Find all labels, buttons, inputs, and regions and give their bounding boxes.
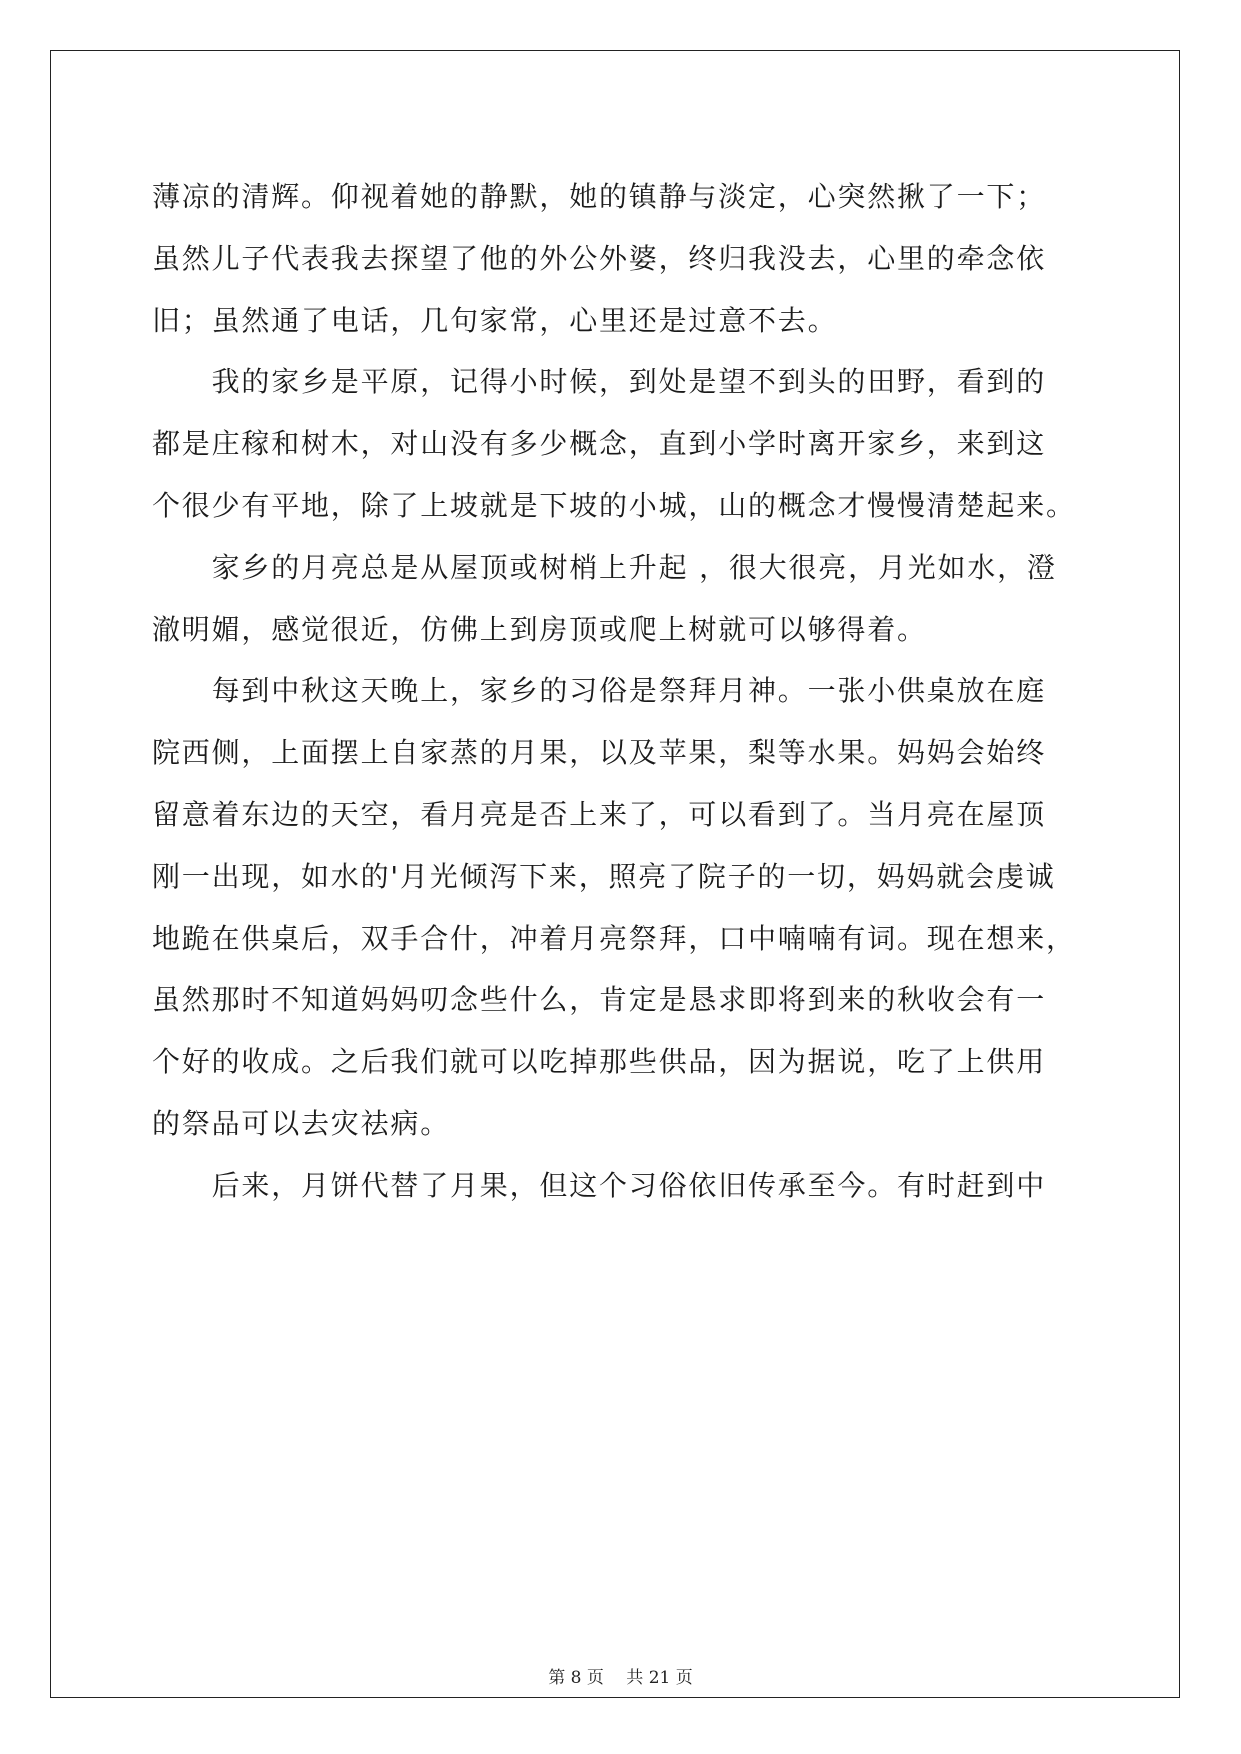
text-line: 刚一出现，如水的'月光倾泻下来，照亮了院子的一切，妈妈就会虔诚 xyxy=(152,859,1056,893)
text-line: 后来，月饼代替了月果，但这个习俗依旧传承至今。有时赶到中 xyxy=(152,1168,1047,1202)
text-line: 虽然那时不知道妈妈叨念些什么，肯定是恳求即将到来的秋收会有一 xyxy=(152,983,1047,1017)
text-line: 地跪在供桌后，双手合什，冲着月亮祭拜，口中喃喃有词。现在想来， xyxy=(152,921,1076,955)
text-line: 留意着东边的天空，看月亮是否上来了，可以看到了。当月亮在屋顶 xyxy=(152,797,1047,831)
text-line: 家乡的月亮总是从屋顶或树梢上升起 ，很大很亮，月光如水，澄 xyxy=(152,550,1057,584)
document-body xyxy=(152,166,1092,1217)
page-number-footer: 第 8 页 共 21 页 xyxy=(548,1668,693,1688)
text-line: 薄凉的清辉。仰视着她的静默，她的镇静与淡定，心突然揪了一下； xyxy=(152,180,1047,213)
text-line: 澈明媚，感觉很近，仿佛上到房顶或爬上树就可以够得着。 xyxy=(152,612,927,646)
text-line: 个好的收成。之后我们就可以吃掉那些供品，因为据说，吃了上供用 xyxy=(152,1045,1047,1079)
text-line: 每到中秋这天晚上，家乡的习俗是祭拜月神。一张小供桌放在庭 xyxy=(152,674,1047,708)
text-line: 的祭品可以去灾祛病。 xyxy=(152,1106,451,1140)
text-line: 虽然儿子代表我去探望了他的外公外婆，终归我没去，心里的牵念依 xyxy=(152,241,1047,275)
text-line: 我的家乡是平原，记得小时候，到处是望不到头的田野，看到的 xyxy=(152,365,1047,399)
text-line: 个很少有平地，除了上坡就是下坡的小城，山的概念才慢慢清楚起来。 xyxy=(152,488,1076,522)
text-line: 院西侧，上面摆上自家蒸的月果，以及苹果，梨等水果。妈妈会始终 xyxy=(152,736,1047,770)
text-line: 旧；虽然通了电话，几句家常，心里还是过意不去。 xyxy=(152,303,838,337)
text-line: 都是庄稼和树木，对山没有多少概念，直到小学时离开家乡，来到这 xyxy=(152,427,1047,461)
